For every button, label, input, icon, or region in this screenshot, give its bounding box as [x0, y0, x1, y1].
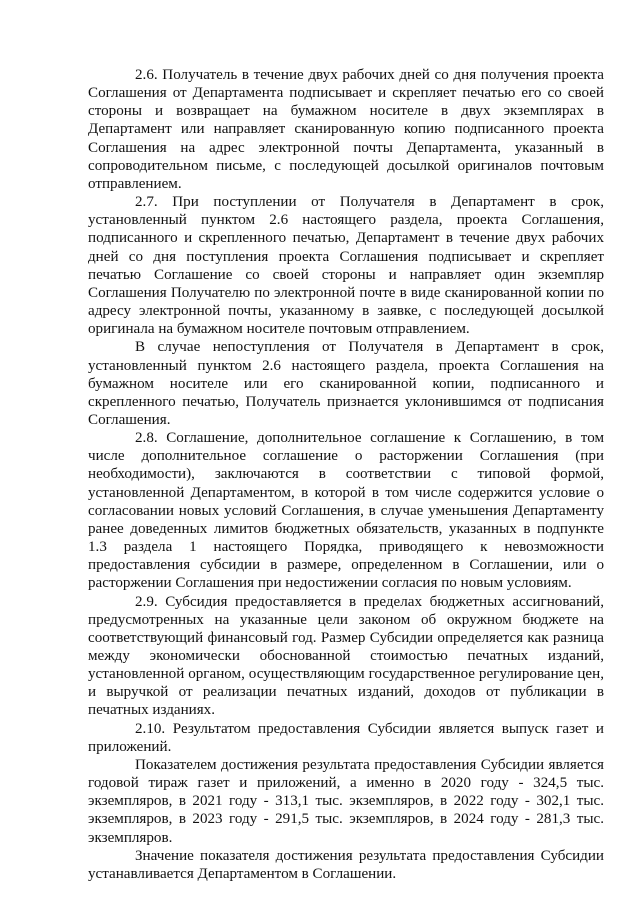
paragraph-2-7-non-receipt: В случае непоступления от Получателя в Департамент в срок, установленный пунктом 2.6 настоящего раздела, проекта Соглашения на бумажном носителе или его сканированной копии, подписанного и скрепленного печатью, Получатель признается уклонившимся от подписания Соглашения. — [88, 339, 604, 428]
paragraph-2-10-indicator-value: Значение показателя достижения результата предоставления Субсидии устанавливается Департаментом в Соглашении. — [88, 847, 604, 882]
paragraph-2-8: 2.8. Соглашение, дополнительное соглашение к Соглашению, в том числе дополнительное соглашение о расторжении Соглашения (при необходимости), заключаются в соответствии с типовой формой, установленной Департаментом, в которой в том числе содержится условие о согласовании новых условий Соглашения, в случае уменьшения Департаменту ранее доведенных лимитов бюджетных обязательств, указанных в подпункте 1.3 раздела 1 настоящего Порядка, приводящего к невозможности предоставления субсидии в размере, определенном в Соглашении, или о расторжении Соглашения при недостижении согласия по новым условиям. — [88, 430, 604, 592]
paragraph-2-9: 2.9. Субсидия предоставляется в пределах бюджетных ассигнований, предусмотренных на указанные цели законом об окружном бюджете на соответствующий финансовый год. Размер Субсидии определяется как разница между экономически обоснованной стоимостью печатных изданий, установленной органом, осуществляющим государственное регулирование цен, и выручкой от реализации печатных изданий, доходов от публикации в печатных изданиях. — [88, 593, 604, 719]
paragraph-2-7: 2.7. При поступлении от Получателя в Департамент в срок, установленный пунктом 2.6 настоящего раздела, проекта Соглашения, подписанного и скрепленного печатью, Департамент в течение двух рабочих дней со дня поступления проекта Соглашения подписывает и скрепляет печатью Соглашение со своей стороны и направляет один экземпляр Соглашения Получателю по электронной почте в виде сканированной копии по адресу электронной почты, указанному в заявке, с последующей досылкой оригинала на бумажном носителе почтовым отправлением. — [88, 194, 604, 338]
paragraph-2-6: 2.6. Получатель в течение двух рабочих дней со дня получения проекта Соглашения от Департамента подписывает и скрепляет печатью его со своей стороны и возвращает на бумажном носителе в двух экземплярах в Департамент или направляет сканированную копию подписанного проекта Соглашения на адрес электронной почты Департамента, указанный в сопроводительном письме, с последующей досылкой оригиналов почтовым отправлением. — [88, 67, 604, 192]
document-page — [88, 66, 604, 883]
paragraph-2-10-indicator: Показателем достижения результата предоставления Субсидии является годовой тираж газет и приложений, а именно в 2020 году - 324,5 тыс. экземпляров, в 2021 году - 313,1 тыс. экземпляров, в 2022 году - 302,1 тыс. экземпляров, в 2023 году - 291,5 тыс. экземпляров, в 2024 году - 281,3 тыс. экземпляров. — [88, 756, 604, 846]
paragraph-2-10: 2.10. Результатом предоставления Субсидии является выпуск газет и приложений. — [88, 720, 604, 755]
